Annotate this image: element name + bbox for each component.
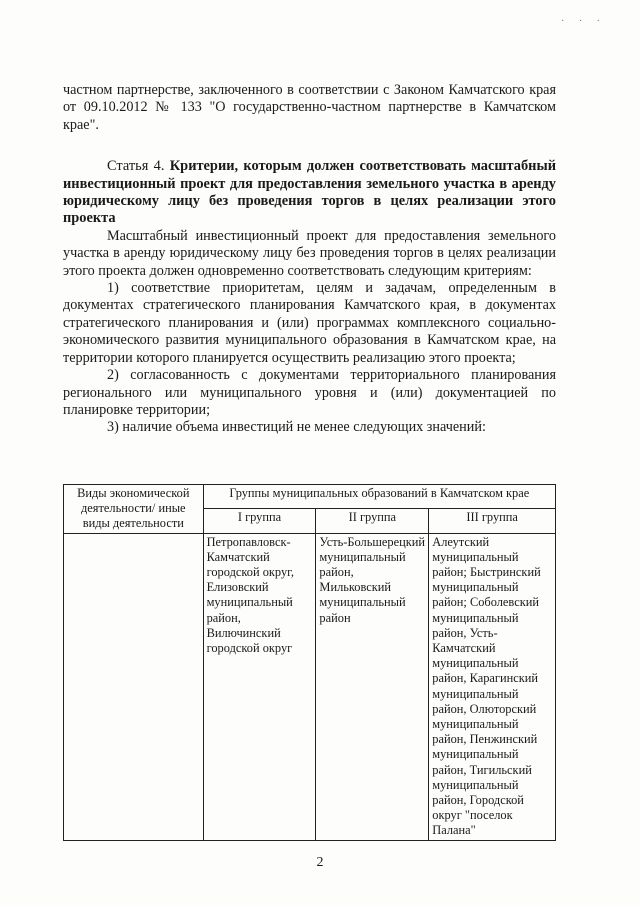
header-group-1: I группа bbox=[203, 509, 316, 533]
article-title: Критерии, которым должен соответствовать масштабный инвестиционный проект для предоставления земельного участка в аренду юридическому лицу без проведения торгов в целях реализации этого проекта bbox=[63, 158, 556, 227]
text-column bbox=[63, 82, 556, 437]
cell-group-3-list: Алеутский муниципальный район; Быстринский муниципальный район; Соболевский муниципальный район, Усть-Камчатский муниципальный район, Карагинский муниципальный район, Олюторский муниципальный район, Пенжинский муниципальный район, Тигильский муниципальный район, Городской округ "поселок Палана" bbox=[429, 533, 556, 840]
scan-corner-marks: · · · bbox=[561, 16, 606, 27]
article-number: Статья 4. bbox=[107, 158, 165, 175]
paragraph-criterion-2: 2) согласованность с документами территориального планирования регионального или муниципального уровня и (или) документацией по планировке территории; bbox=[63, 367, 556, 418]
investment-table bbox=[63, 484, 556, 841]
article-heading bbox=[63, 158, 556, 228]
header-activity-types: Виды экономической деятельности/ иные виды деятельности bbox=[64, 485, 204, 534]
header-municipal-groups: Группы муниципальных образований в Камчатском крае bbox=[203, 485, 555, 509]
cell-group-2-list: Усть-Большерецкий муниципальный район, Мильковский муниципальный район bbox=[316, 533, 429, 840]
cell-activity-empty bbox=[64, 533, 204, 840]
paragraph-intro-criteria: Масштабный инвестиционный проект для предоставления земельного участка в аренду юридическому лицу без проведения торгов в целях реализации этого проекта должен одновременно соответствовать следующим критериям: bbox=[63, 227, 556, 279]
table-header-row bbox=[64, 485, 556, 509]
paragraph-criterion-3: 3) наличие объема инвестиций не менее следующих значений: bbox=[107, 419, 486, 436]
cell-group-1-list: Петропавловск-Камчатский городской округ, Елизовский муниципальный район, Вилючинский городской округ bbox=[203, 533, 316, 840]
paragraph-criterion-1: 1) соответствие приоритетам, целям и задачам, определенным в документах стратегического планирования Камчатского края, в документах стратегического планирования и (или) программах комплексного социально-экономического развития муниципального образования в Камчатском крае, на территории которого планируется осуществить реализацию этого проекта; bbox=[63, 280, 556, 366]
page-number: 2 bbox=[316, 855, 324, 870]
header-group-2: II группа bbox=[316, 509, 429, 533]
header-group-3: III группа bbox=[429, 509, 556, 533]
intro-paragraph: частном партнерстве, заключенного в соответствии с Законом Камчатского края от 09.10.2012 № 133 "О государственно-частном партнерстве в Камчатском крае". bbox=[63, 82, 556, 133]
table-row bbox=[64, 533, 556, 840]
